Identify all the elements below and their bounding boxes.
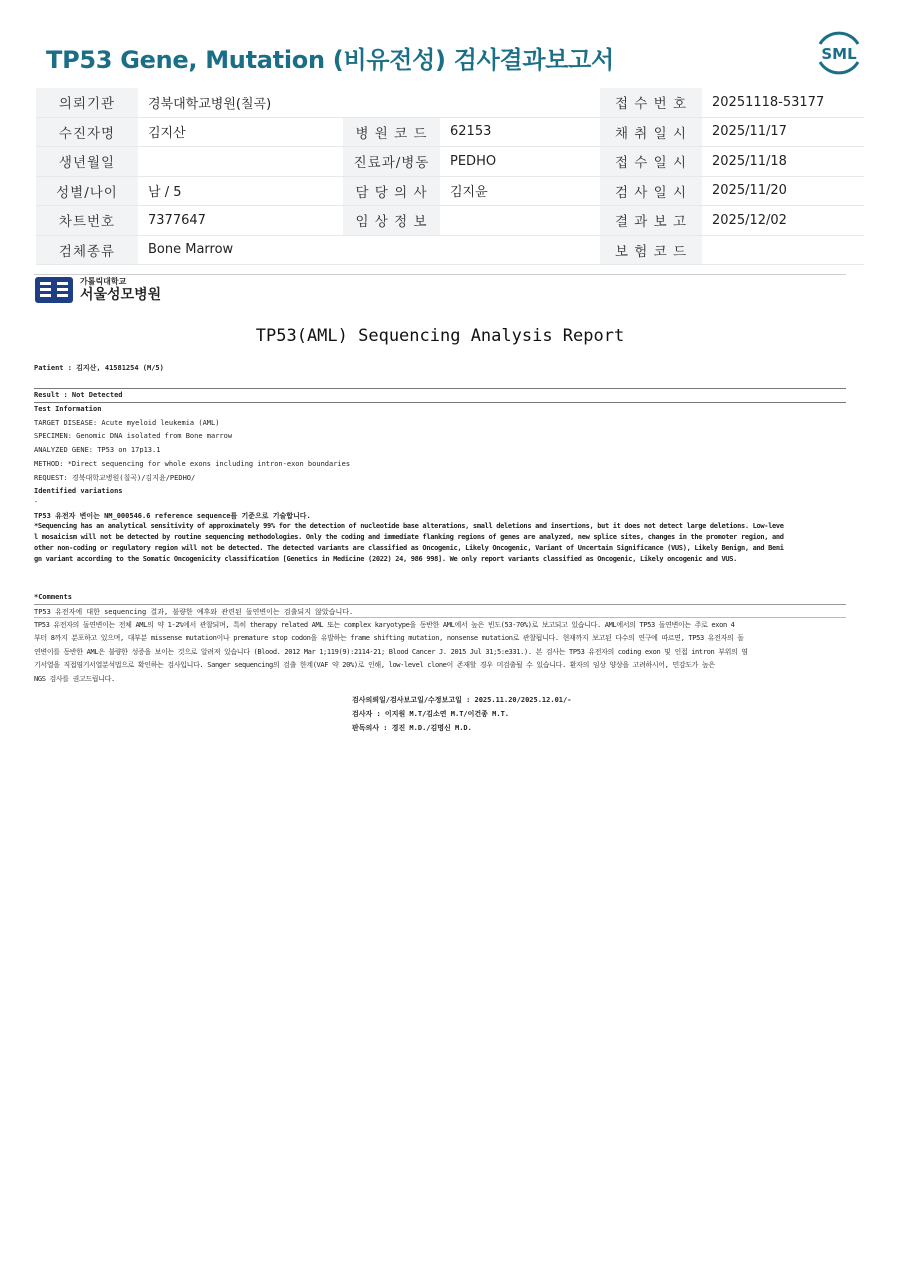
requesting-institution-label: 의뢰기관 [36,88,138,117]
insurance-code-label: 보 험 코 드 [600,235,702,265]
test-date-label: 검 사 일 시 [600,176,702,206]
comment-first: TP53 유전자에 대한 sequencing 결과, 불량한 예후와 관련된 돌연변이는 검출되지 않았습니다. [34,608,354,616]
doctor-value: 김지윤 [440,176,600,206]
clinical-info-label: 임 상 정 보 [343,206,440,236]
identified-variations-heading: Identified variations [34,487,123,495]
reference-note: TP53 유전자 변이는 NM_000546.6 reference sequence를 기준으로 기술합니다. [34,512,311,520]
sex-age-label: 성별/나이 [36,176,138,206]
info-row [36,88,864,117]
comment-line: TP53 유전자의 돌연변이는 전체 AML의 약 1-2%에서 관찰되며, 특히 therapy related AML 또는 complex karyotype을 동반한 AML에서 높은 빈도(53-70%)로 보고되고 있습니다. AML에서의 TP53 돌연변이는 주로 exon 4 [34,621,735,629]
result-top-rule [34,388,846,389]
sml-logo-icon [812,26,866,80]
chart-no-label: 차트번호 [36,206,138,236]
method-line: METHOD: *Direct sequencing for whole exons including intron-exon boundaries [34,460,351,468]
patient-name-label: 수진자명 [36,117,138,147]
specimen-type-value: Bone Marrow [138,235,600,265]
birth-label: 생년월일 [36,147,138,177]
info-row [36,117,864,147]
comment-line: 기서열을 직접염기서열분석법으로 확인하는 검사입니다. Sanger sequencing의 검출 한계(VAF 약 20%)로 인해, low-level clone이 존재할 경우 미검출될 수 있습니다. 환자의 임상 양상을 고려하시어, 민감도가 높은 [34,661,715,670]
info-row [36,176,864,206]
specimen-type-label: 검체종류 [36,235,138,265]
comment-line: 부터 8까지 분포하고 있으며, 대부분 missense mutation이나 premature stop codon을 유발하는 frame shifting mutation, nonsense mutation로 관찰됩니다. 현재까지 보고된 다수의 연구에 따르면, TP53 유전자의 돌 [34,634,744,643]
department-label: 진료과/병동 [343,147,440,177]
patient-line: Patient : 김지산, 41581254 (M/5) [34,364,164,372]
comment-line: NGS 검사를 권고드립니다. [34,674,115,683]
analyzed-gene: ANALYZED GENE: TP53 on 17p13.1 [34,446,161,454]
result-line: Result : Not Detected [34,391,123,399]
requesting-institution-value: 경북대학교병원(칠곡) [138,88,600,117]
test-date-value: 2025/11/20 [702,176,864,206]
hospital-code-value: 62153 [440,117,600,147]
sensitivity-line: *Sequencing has an analytical sensitivity of approximately 99% for the detection of nucleotide base alterations, small deletions and insertions, but it does not detect large deletions. Low-leve [34,522,784,530]
sequencing-report-title: TP53(AML) Sequencing Analysis Report [255,326,625,346]
patient-info-table [36,88,864,265]
info-row [36,235,864,265]
report-date-label: 결 과 보 고 [600,206,702,236]
report-date-value: 2025/12/02 [702,206,864,236]
doctor-label: 담 당 의 사 [343,176,440,206]
patient-name-value: 김지산 [138,117,343,147]
sign-technicians: 검사자 : 이지원 M.T/김소연 M.T/이건종 M.T. [352,710,510,718]
test-info-heading: Test Information [34,405,102,413]
result-bottom-rule [34,402,846,403]
sign-dates: 검사의뢰일/검사보고일/수정보고일 : 2025.11.20/2025.12.01/- [352,696,572,704]
report-title: TP53 Gene, Mutation (비유전성) 검사결과보고서 [46,46,614,74]
no-variation-dash: - [34,498,39,506]
collection-date-label: 채 취 일 시 [600,117,702,147]
department-value: PEDHO [440,147,600,177]
chart-no-value: 7377647 [138,206,343,236]
receipt-no-label: 접 수 번 호 [600,88,702,117]
received-date-label: 접 수 일 시 [600,147,702,177]
birth-value [138,147,343,177]
request-line: REQUEST: 경북대학교병원(칠곡)/김지윤/PEDHO/ [34,474,196,482]
received-date-value: 2025/11/18 [702,147,864,177]
hospital-name: 서울성모병원 [80,287,162,303]
sensitivity-line: other non-coding or regulatory region will not be detected. The detected variants are classified as Oncogenic, Likely Oncogenic, Variant of Uncertain Significance (VUS), Likely Benign, and Beni [34,544,784,552]
info-row [36,206,864,236]
comments-heading: *Comments [34,593,72,601]
target-disease: TARGET DISEASE: Acute myeloid leukemia (AML) [34,419,220,427]
info-row [36,147,864,177]
hospital-code-label: 병 원 코 드 [343,117,440,147]
hospital-logo [34,275,161,305]
sensitivity-line: gn variant according to the Somatic Oncogenicity classification [Genetics in Medicine (2022) 24, 986 998]. We only report variants classified as Oncogenic, Likely oncogenic and VUS. [34,555,738,563]
hospital-emblem-icon [34,275,74,305]
logo-text: SML [821,45,857,63]
comments-rule-2 [34,617,846,618]
comments-rule [34,604,846,605]
comment-paragraph [34,619,846,686]
sign-physicians: 판독의사 : 경진 M.D./김명신 M.D. [352,724,472,732]
specimen-line: SPECIMEN: Genomic DNA isolated from Bone marrow [34,432,233,440]
sensitivity-line: l mosaicism will not be detected by routine sequencing methodologies. Only the coding and immediate flanking regions of genes are analyzed, new splice sites, changes in the promoter region, and [34,533,784,541]
sensitivity-paragraph [34,521,846,565]
comment-line: 연변이를 동반한 AML은 불량한 성증을 보이는 것으로 알려져 있습니다 (Blood. 2012 Mar 1;119(9):2114-21; Blood Cancer J. 2015 Jul 31;5:e331.). 본 검사는 TP53 유전자의 coding exon 및 인접 intron 부위의 염 [34,647,748,656]
clinical-info-value [440,206,600,236]
insurance-code-value [702,235,864,265]
hospital-small-name: 가톨릭대학교 [80,277,127,286]
receipt-no-value: 20251118-53177 [702,88,864,117]
sex-age-value: 남 / 5 [138,176,343,206]
collection-date-value: 2025/11/17 [702,117,864,147]
